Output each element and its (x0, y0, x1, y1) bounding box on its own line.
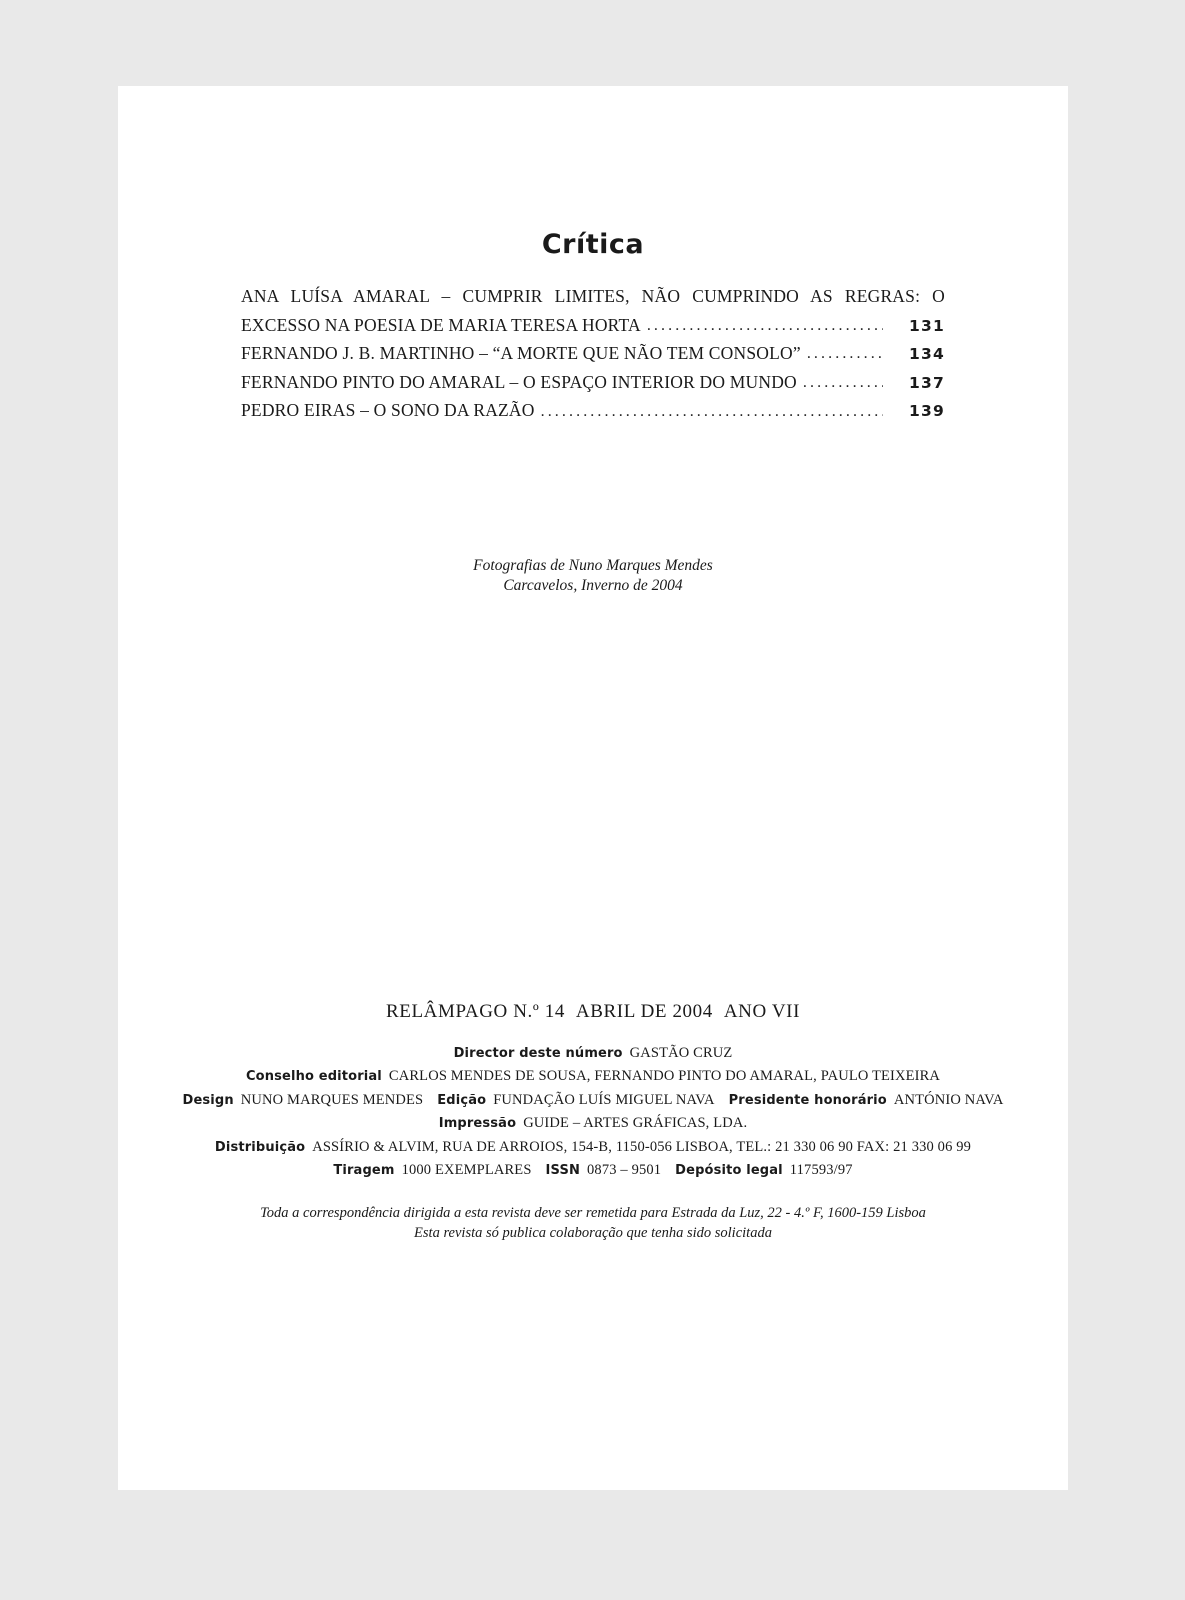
toc-entry[interactable] (241, 282, 945, 339)
colophon (118, 1001, 1068, 1244)
credit-label: ISSN (545, 1163, 581, 1179)
photo-credit-line1: Fotografias de Nuno Marques Mendes (473, 556, 713, 574)
credit-line-editorial-board (118, 1065, 1068, 1088)
toc-leader (647, 313, 883, 339)
toc-leader (803, 370, 883, 396)
page-title: Crítica (541, 229, 645, 260)
photo-credit-line2: Carcavelos, Inverno de 2004 (503, 577, 683, 595)
toc-page-number[interactable]: 134 (909, 345, 945, 364)
table-of-contents (241, 282, 945, 425)
toc-leader (807, 341, 883, 367)
credit-line-distribution (118, 1136, 1068, 1159)
credit-line-design-edition (118, 1089, 1068, 1112)
credit-value: ASSÍRIO & ALVIM, RUA DE ARROIOS, 154-B, 1150-056 LISBOA, TEL.: 21 330 06 90 FAX: 21 330 06 99 (312, 1138, 972, 1155)
credit-label: Depósito legal (675, 1163, 783, 1179)
correspondence-line2: Esta revista só publica colaboração que tenha sido solicitada (414, 1225, 772, 1242)
credit-label: Conselho editorial (245, 1069, 382, 1085)
issue-year: ANO VII (723, 1000, 801, 1022)
correspondence-note (118, 1203, 1068, 1244)
issue-date: ABRIL DE 2004 (575, 1000, 713, 1022)
credit-label: Design (182, 1092, 234, 1108)
credit-value: ANTÓNIO NAVA (893, 1091, 1004, 1108)
credit-label: Edição (437, 1092, 487, 1108)
credit-value: GUIDE – ARTES GRÁFICAS, LDA. (523, 1115, 748, 1132)
credit-line-director (118, 1042, 1068, 1065)
issue-line (118, 1001, 1068, 1023)
correspondence-line1: Toda a correspondência dirigida a esta revista deve ser remetida para Estrada da Luz, 22 - 4.º F, 1600-159 Lisboa (260, 1204, 926, 1221)
toc-page-number[interactable]: 137 (909, 373, 945, 392)
toc-entry[interactable] (241, 396, 945, 425)
photo-credit (118, 556, 1068, 597)
toc-page-number[interactable]: 131 (909, 316, 945, 335)
credit-label: Impressão (438, 1116, 517, 1132)
credit-value: CARLOS MENDES DE SOUSA, FERNANDO PINTO DO AMARAL, PAULO TEIXEIRA (388, 1068, 941, 1085)
toc-leader (541, 399, 883, 425)
credit-value: FUNDAÇÃO LUÍS MIGUEL NAVA (493, 1091, 715, 1108)
credit-value: 1000 EXEMPLARES (401, 1162, 532, 1179)
credit-value: NUNO MARQUES MENDES (240, 1091, 424, 1108)
credit-label: Distribuição (214, 1139, 306, 1155)
credit-line-printing (118, 1112, 1068, 1135)
toc-entry-title: FERNANDO J. B. MARTINHO – “A MORTE QUE NÃO TEM CONSOLO” (241, 343, 801, 364)
credit-label: Tiragem (333, 1163, 395, 1179)
toc-entry-title: PEDRO EIRAS – O SONO DA RAZÃO (241, 400, 535, 421)
page-sheet (118, 86, 1068, 1490)
issue-title: RELÂMPAGO N.º 14 (385, 1000, 565, 1022)
credit-value: 0873 – 9501 (587, 1162, 662, 1179)
credit-label: Director deste número (453, 1045, 623, 1061)
credit-value: 117593/97 (789, 1162, 853, 1179)
credit-label: Presidente honorário (728, 1092, 887, 1108)
toc-entry-title: FERNANDO PINTO DO AMARAL – O ESPAÇO INTERIOR DO MUNDO (241, 371, 797, 392)
toc-entry-title-line1: ANA LUÍSA AMARAL – CUMPRIR LIMITES, NÃO CUMPRINDO AS REGRAS: O (241, 286, 945, 306)
credit-value: GASTÃO CRUZ (629, 1044, 733, 1061)
credit-line-print-run (118, 1159, 1068, 1182)
toc-entry[interactable] (241, 339, 945, 368)
toc-page-number[interactable]: 139 (909, 402, 945, 421)
toc-entry-title-line2: EXCESSO NA POESIA DE MARIA TERESA HORTA (241, 314, 641, 335)
toc-entry[interactable] (241, 368, 945, 397)
